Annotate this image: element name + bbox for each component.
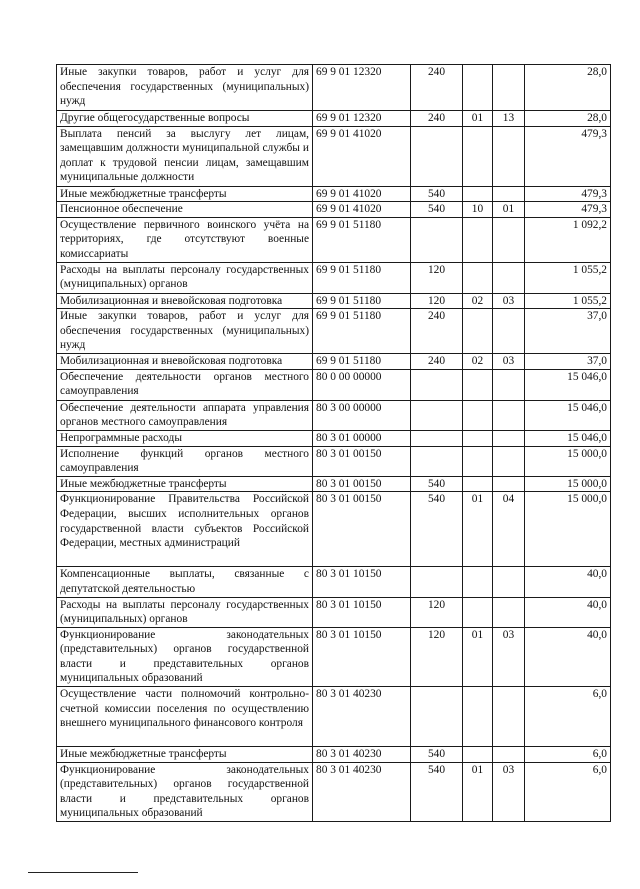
row-subsection bbox=[493, 400, 525, 430]
budget-table-body bbox=[57, 65, 611, 822]
row-subsection bbox=[493, 446, 525, 476]
row-name: Компенсационные выплаты, связанные с депутатской деятельностью bbox=[57, 567, 313, 597]
row-subsection bbox=[493, 747, 525, 763]
row-name: Иные межбюджетные трансферты bbox=[57, 186, 313, 202]
row-amount: 15 000,0 bbox=[525, 476, 611, 492]
row-section bbox=[463, 567, 493, 597]
row-name: Функционирование Правительства Российской Федерации, высших исполнительных органов государственной власти субъектов Российской Федерации, местных администраций bbox=[57, 492, 313, 567]
row-code: 69 9 01 12320 bbox=[313, 111, 411, 127]
row-subsection bbox=[493, 476, 525, 492]
row-subsection: 01 bbox=[493, 202, 525, 218]
budget-table bbox=[56, 64, 611, 822]
row-section bbox=[463, 446, 493, 476]
row-amount: 40,0 bbox=[525, 627, 611, 686]
row-expense-type: 540 bbox=[411, 492, 463, 567]
row-expense-type bbox=[411, 446, 463, 476]
row-amount: 37,0 bbox=[525, 354, 611, 370]
row-expense-type: 540 bbox=[411, 186, 463, 202]
row-section: 01 bbox=[463, 762, 493, 821]
table-row bbox=[57, 309, 611, 354]
row-name: Функционирование законодательных (представительных) органов государственной власти и представительных органов муниципальных образований bbox=[57, 762, 313, 821]
row-amount: 479,3 bbox=[525, 186, 611, 202]
table-row bbox=[57, 293, 611, 309]
row-expense-type: 240 bbox=[411, 354, 463, 370]
row-subsection: 03 bbox=[493, 354, 525, 370]
row-name: Расходы на выплаты персоналу государственных (муниципальных) органов bbox=[57, 262, 313, 293]
row-section bbox=[463, 217, 493, 262]
row-name: Обеспечение деятельности органов местного самоуправления bbox=[57, 369, 313, 400]
row-name: Иные закупки товаров, работ и услуг для обеспечения государственных (муниципальных) нужд bbox=[57, 65, 313, 111]
row-name: Исполнение функций органов местного самоуправления bbox=[57, 446, 313, 476]
table-row bbox=[57, 567, 611, 597]
row-amount: 37,0 bbox=[525, 309, 611, 354]
row-subsection: 03 bbox=[493, 627, 525, 686]
row-amount: 15 046,0 bbox=[525, 369, 611, 400]
table-row bbox=[57, 217, 611, 262]
row-code: 80 3 01 00150 bbox=[313, 446, 411, 476]
row-expense-type: 240 bbox=[411, 65, 463, 111]
row-name: Непрограммные расходы bbox=[57, 430, 313, 446]
row-subsection: 03 bbox=[493, 293, 525, 309]
row-expense-type: 540 bbox=[411, 762, 463, 821]
footnote-rule bbox=[28, 872, 138, 873]
row-code: 80 3 01 40230 bbox=[313, 762, 411, 821]
row-expense-type: 120 bbox=[411, 293, 463, 309]
row-subsection: 13 bbox=[493, 111, 525, 127]
row-code: 69 9 01 51180 bbox=[313, 293, 411, 309]
row-name: Мобилизационная и вневойсковая подготовка bbox=[57, 354, 313, 370]
row-subsection bbox=[493, 217, 525, 262]
row-amount: 15 046,0 bbox=[525, 400, 611, 430]
row-expense-type: 120 bbox=[411, 262, 463, 293]
row-code: 69 9 01 12320 bbox=[313, 65, 411, 111]
row-amount: 6,0 bbox=[525, 687, 611, 747]
row-name: Функционирование законодательных (представительных) органов государственной власти и представительных органов муниципальных образований bbox=[57, 627, 313, 686]
row-expense-type: 120 bbox=[411, 627, 463, 686]
row-name: Пенсионное обеспечение bbox=[57, 202, 313, 218]
row-subsection bbox=[493, 597, 525, 627]
row-code: 69 9 01 51180 bbox=[313, 217, 411, 262]
row-name: Осуществление первичного воинского учёта на территориях, где отсутствуют военные комиссариаты bbox=[57, 217, 313, 262]
row-name: Выплата пенсий за выслугу лет лицам, замещавшим должности муниципальной службы и доплат к трудовой пенсии лицам, замещавшим муниципальные должности bbox=[57, 126, 313, 186]
table-row bbox=[57, 597, 611, 627]
row-section bbox=[463, 309, 493, 354]
row-subsection: 03 bbox=[493, 762, 525, 821]
row-amount: 15 000,0 bbox=[525, 446, 611, 476]
row-code: 69 9 01 41020 bbox=[313, 126, 411, 186]
row-amount: 6,0 bbox=[525, 762, 611, 821]
row-code: 80 3 01 40230 bbox=[313, 747, 411, 763]
table-row bbox=[57, 126, 611, 186]
row-subsection bbox=[493, 369, 525, 400]
row-amount: 479,3 bbox=[525, 202, 611, 218]
row-amount: 6,0 bbox=[525, 747, 611, 763]
table-row bbox=[57, 747, 611, 763]
row-expense-type bbox=[411, 430, 463, 446]
row-code: 69 9 01 51180 bbox=[313, 262, 411, 293]
table-row bbox=[57, 369, 611, 400]
table-row bbox=[57, 687, 611, 747]
row-section bbox=[463, 186, 493, 202]
row-code: 69 9 01 41020 bbox=[313, 202, 411, 218]
row-section bbox=[463, 687, 493, 747]
table-row bbox=[57, 65, 611, 111]
row-code: 69 9 01 41020 bbox=[313, 186, 411, 202]
row-name: Иные межбюджетные трансферты bbox=[57, 747, 313, 763]
row-section bbox=[463, 597, 493, 627]
table-row bbox=[57, 262, 611, 293]
row-expense-type bbox=[411, 687, 463, 747]
row-section: 01 bbox=[463, 627, 493, 686]
row-name: Осуществление части полномочий контрольно-счетной комиссии поселения по осуществлению внешнего муниципального финансового контроля bbox=[57, 687, 313, 747]
row-amount: 15 046,0 bbox=[525, 430, 611, 446]
row-name: Иные закупки товаров, работ и услуг для обеспечения государственных (муниципальных) нужд bbox=[57, 309, 313, 354]
row-subsection: 04 bbox=[493, 492, 525, 567]
row-subsection bbox=[493, 186, 525, 202]
row-code: 80 3 01 40230 bbox=[313, 687, 411, 747]
row-section: 01 bbox=[463, 492, 493, 567]
table-row bbox=[57, 430, 611, 446]
row-section bbox=[463, 400, 493, 430]
row-amount: 15 000,0 bbox=[525, 492, 611, 567]
row-subsection bbox=[493, 430, 525, 446]
row-name: Расходы на выплаты персоналу государственных (муниципальных) органов bbox=[57, 597, 313, 627]
row-section: 02 bbox=[463, 293, 493, 309]
row-amount: 40,0 bbox=[525, 567, 611, 597]
row-subsection bbox=[493, 687, 525, 747]
table-row bbox=[57, 111, 611, 127]
row-expense-type bbox=[411, 567, 463, 597]
row-amount: 28,0 bbox=[525, 65, 611, 111]
row-subsection bbox=[493, 126, 525, 186]
row-code: 80 3 01 10150 bbox=[313, 627, 411, 686]
row-code: 80 3 01 00150 bbox=[313, 476, 411, 492]
table-row bbox=[57, 202, 611, 218]
row-name: Другие общегосударственные вопросы bbox=[57, 111, 313, 127]
table-row bbox=[57, 446, 611, 476]
table-row bbox=[57, 762, 611, 821]
row-section: 10 bbox=[463, 202, 493, 218]
table-row bbox=[57, 627, 611, 686]
row-name: Мобилизационная и вневойсковая подготовка bbox=[57, 293, 313, 309]
table-row bbox=[57, 476, 611, 492]
row-code: 80 3 00 00000 bbox=[313, 400, 411, 430]
row-code: 80 3 01 00150 bbox=[313, 492, 411, 567]
row-expense-type: 540 bbox=[411, 747, 463, 763]
table-row bbox=[57, 354, 611, 370]
row-expense-type: 120 bbox=[411, 597, 463, 627]
row-subsection bbox=[493, 309, 525, 354]
row-subsection bbox=[493, 65, 525, 111]
row-section bbox=[463, 747, 493, 763]
row-subsection bbox=[493, 567, 525, 597]
row-section bbox=[463, 65, 493, 111]
table-row bbox=[57, 186, 611, 202]
row-code: 69 9 01 51180 bbox=[313, 354, 411, 370]
row-section bbox=[463, 126, 493, 186]
row-expense-type bbox=[411, 400, 463, 430]
row-amount: 1 055,2 bbox=[525, 293, 611, 309]
row-section bbox=[463, 262, 493, 293]
row-amount: 40,0 bbox=[525, 597, 611, 627]
row-expense-type bbox=[411, 217, 463, 262]
row-code: 69 9 01 51180 bbox=[313, 309, 411, 354]
row-expense-type: 540 bbox=[411, 202, 463, 218]
row-amount: 479,3 bbox=[525, 126, 611, 186]
table-row bbox=[57, 400, 611, 430]
row-code: 80 3 01 10150 bbox=[313, 567, 411, 597]
row-expense-type: 240 bbox=[411, 309, 463, 354]
row-subsection bbox=[493, 262, 525, 293]
row-expense-type: 240 bbox=[411, 111, 463, 127]
row-section: 02 bbox=[463, 354, 493, 370]
row-amount: 28,0 bbox=[525, 111, 611, 127]
row-expense-type bbox=[411, 369, 463, 400]
row-code: 80 3 01 00000 bbox=[313, 430, 411, 446]
table-row bbox=[57, 492, 611, 567]
row-section: 01 bbox=[463, 111, 493, 127]
row-expense-type: 540 bbox=[411, 476, 463, 492]
row-name: Обеспечение деятельности аппарата управления органов местного самоуправления bbox=[57, 400, 313, 430]
row-code: 80 0 00 00000 bbox=[313, 369, 411, 400]
row-expense-type bbox=[411, 126, 463, 186]
row-section bbox=[463, 476, 493, 492]
row-name: Иные межбюджетные трансферты bbox=[57, 476, 313, 492]
row-amount: 1 055,2 bbox=[525, 262, 611, 293]
row-section bbox=[463, 369, 493, 400]
row-amount: 1 092,2 bbox=[525, 217, 611, 262]
row-section bbox=[463, 430, 493, 446]
row-code: 80 3 01 10150 bbox=[313, 597, 411, 627]
